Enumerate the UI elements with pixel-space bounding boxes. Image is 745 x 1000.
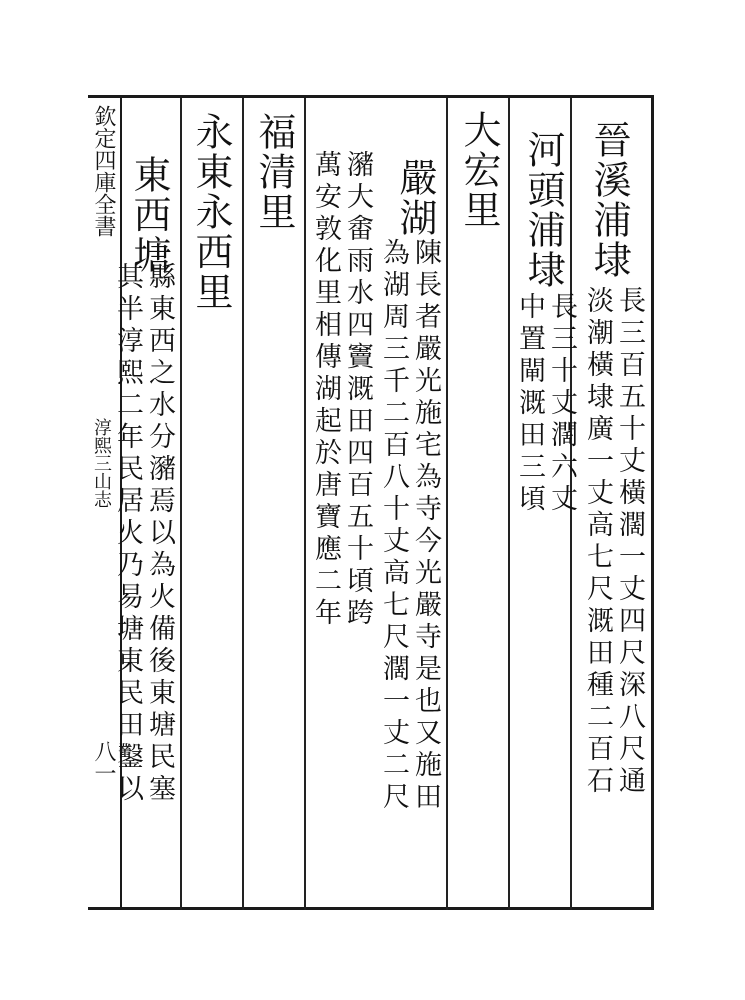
margin-page-number: 八一 — [91, 740, 116, 784]
column-rule — [446, 98, 448, 910]
section-heading: 大宏里 — [457, 110, 501, 230]
entry-note: 萬安敦化里相傳湖起於唐寶應二年 — [310, 150, 341, 630]
column-rule — [242, 98, 244, 910]
margin-book-title: 淳熙三山志 — [91, 418, 112, 508]
entry-note: 其半淳熙二年民居火乃易塘東民田鑿以 — [112, 262, 143, 806]
entry-note: 長三百五十丈橫濶一丈四尺深八尺通 — [614, 286, 645, 798]
entry-heading: 河頭浦埭 — [521, 130, 565, 290]
entry-heading: 晉溪浦埭 — [587, 120, 631, 280]
entry-heading: 嚴湖 — [393, 158, 437, 238]
entry-note: 中置閘溉田三頃 — [514, 292, 545, 516]
entry-note: 淡潮橫埭廣一丈高七尺溉田種二百石 — [582, 286, 613, 798]
section-heading: 永東永西里 — [189, 112, 233, 312]
section-heading: 福清里 — [252, 112, 296, 232]
column-rule — [180, 98, 182, 910]
margin-title: 欽定四庫全書 — [91, 105, 116, 237]
entry-note: 為湖周三千二百八十丈高七尺濶一丈二尺 — [378, 238, 409, 814]
column-rule — [304, 98, 306, 910]
entry-note: 長三十丈濶六丈 — [546, 292, 577, 516]
column-rule — [508, 98, 510, 910]
entry-note: 瀦大畬雨水四竇溉田四百五十頃跨 — [342, 150, 373, 630]
entry-note: 陳長者嚴光施宅為寺今光嚴寺是也又施田 — [410, 238, 441, 814]
entry-note: 縣東西之水分瀦焉以為火備後東塘民塞 — [144, 262, 175, 806]
entry-heading: 東西塘 — [127, 155, 171, 275]
